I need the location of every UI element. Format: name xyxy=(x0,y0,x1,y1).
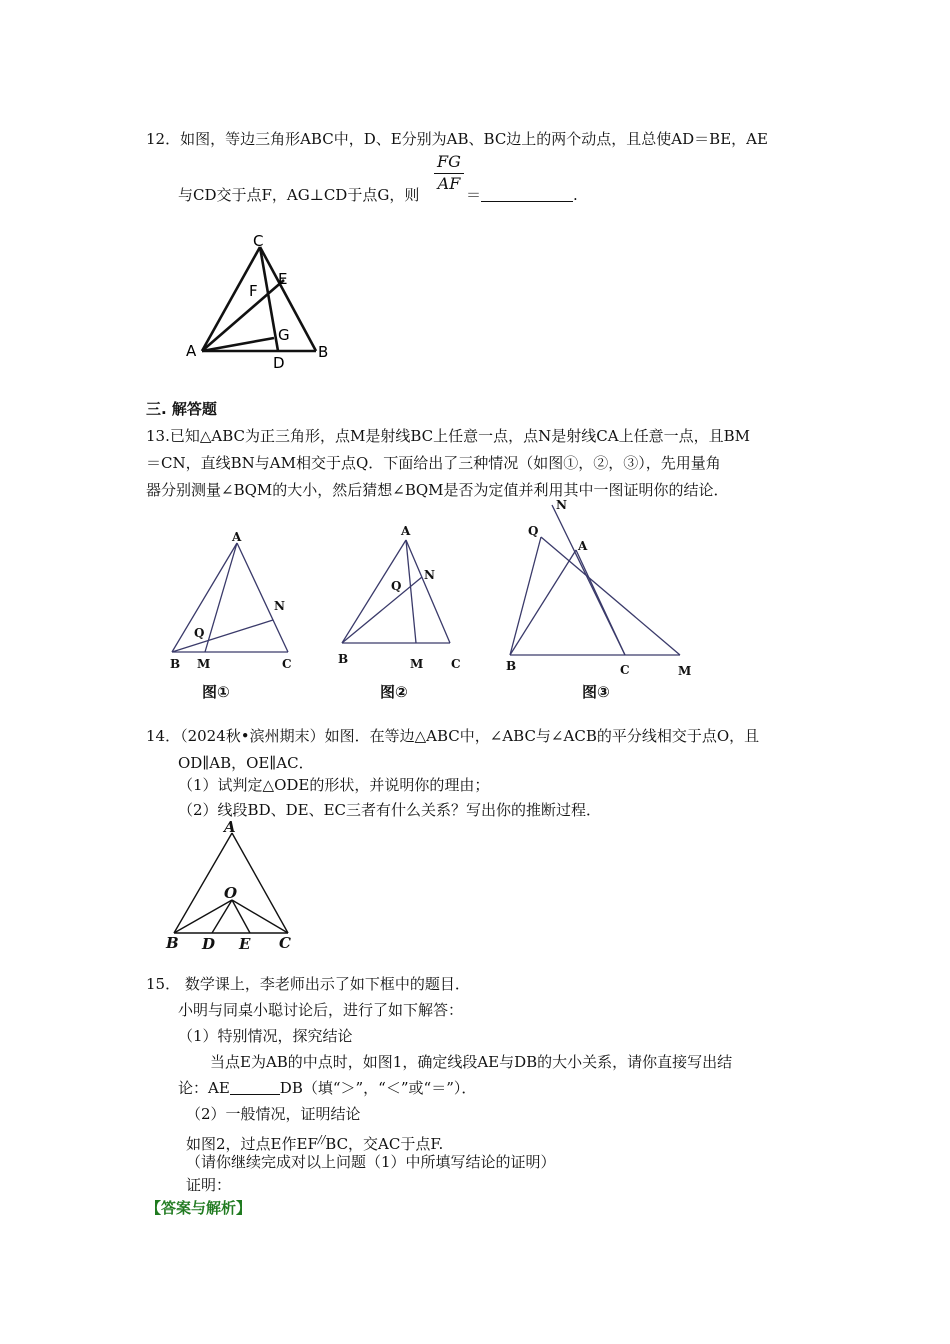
fig3-label-n: N xyxy=(556,498,567,512)
q12-label-f: F xyxy=(249,282,258,300)
fig3-label-c: C xyxy=(620,663,630,677)
q12-line2 xyxy=(178,184,419,206)
q14-line2: OD∥AB，OE∥AC． xyxy=(178,754,314,772)
fig2-label-q: Q xyxy=(391,579,402,593)
q12-fraction xyxy=(434,152,464,194)
q15-line7-start: 如图2，过点E作EF xyxy=(186,1135,318,1153)
fig1-segment-bn xyxy=(172,620,273,652)
fig2-label-c: C xyxy=(451,657,461,671)
fig2-label-n: N xyxy=(424,568,435,582)
parallel-symbol: // xyxy=(317,1133,326,1146)
q14-label-b: B xyxy=(166,934,179,952)
answer-blank xyxy=(481,187,573,202)
q12-label-a: A xyxy=(186,342,197,360)
q12-label-e: E xyxy=(278,270,288,288)
q13-line1: 13.已知△ABC为正三角形，点M是射线BC上任意一点，点N是射线CA上任意一点，且BM xyxy=(146,427,750,445)
q12-label-c: C xyxy=(253,232,264,250)
fig3-label-m: M xyxy=(678,664,692,678)
answer-section-title: 【答案与解析】 xyxy=(146,1199,252,1217)
fig1-caption: 图① xyxy=(202,683,230,701)
q13-line2: ＝CN，直线BN与AM相交于点Q．下面给出了三种情况（如图①，②，③），先用量角 xyxy=(146,454,721,472)
q15-line1: 15． 数学课上，李老师出示了如下框中的题目． xyxy=(146,975,470,993)
q12-figure xyxy=(180,230,340,375)
q12-answer-blank xyxy=(466,184,578,206)
q14-line4: （2）线段BD、DE、EC三者有什么关系？写出你的推断过程． xyxy=(178,801,601,819)
q12-line1: 12．如图，等边三角形ABC中，D、E分别为AB、BC边上的两个动点，且总使AD＝BE，AE xyxy=(146,130,768,148)
section-title: 三. 解答题 xyxy=(146,400,217,418)
q15-line4: 当点E为AB的中点时，如图1，确定线段AE与DB的大小关系，请你直接写出结 xyxy=(210,1053,733,1071)
q15-line5-start: 论：AE xyxy=(178,1079,230,1097)
fig1-side-ab xyxy=(172,543,237,652)
q15-line3: （1）特别情况，探究结论 xyxy=(178,1027,353,1045)
q12-period: . xyxy=(573,186,578,204)
q12-label-d: D xyxy=(273,354,285,372)
q14-label-c: C xyxy=(279,934,291,952)
q15-line8: （请你继续完成对以上问题（1）中所填写结论的证明） xyxy=(186,1153,556,1171)
fig2-segment-bn xyxy=(342,577,422,643)
fig1-label-a: A xyxy=(232,530,242,544)
q14-label-o: O xyxy=(224,884,238,902)
fig3-segment-ca-extended xyxy=(552,505,625,655)
q14-label-d: D xyxy=(202,935,216,953)
fig3-label-b: B xyxy=(506,659,517,673)
fig2-caption: 图② xyxy=(380,683,408,701)
q15-line2: 小明与同桌小聪讨论后，进行了如下解答： xyxy=(178,1001,464,1019)
fig1-side-ac xyxy=(237,543,288,652)
fig1-label-b: B xyxy=(170,657,181,671)
fig1-segment-am xyxy=(205,543,237,652)
q13-line3: 器分别测量∠BQM的大小，然后猜想∠BQM是否为定值并利用其中一图证明你的结论． xyxy=(146,481,729,499)
q12-label-b: B xyxy=(318,343,329,361)
q13-figures xyxy=(160,495,720,710)
answer-blank xyxy=(230,1080,280,1095)
fig1-label-q: Q xyxy=(194,626,205,640)
q15-line5-end: DB（填“＞”，“＜”或“＝”）． xyxy=(279,1079,477,1097)
q15-line9: 证明： xyxy=(186,1176,232,1194)
fig2-label-b: B xyxy=(338,652,349,666)
q14-line1: 14．（2024秋•滨州期末）如图．在等边△ABC中，∠ABC与∠ACB的平分线相交于点O，且 xyxy=(146,727,760,745)
q14-line3: （1）试判定△ODE的形状，并说明你的理由； xyxy=(178,776,490,794)
fraction-denominator: AF xyxy=(437,174,461,193)
q14-side-ab xyxy=(174,833,232,933)
fraction-numerator: FG xyxy=(434,152,464,174)
fig2-label-m: M xyxy=(410,657,424,671)
fig3-caption: 图③ xyxy=(582,683,610,701)
q14-segment-bo xyxy=(174,900,232,933)
fig2-segment-am xyxy=(406,540,416,643)
q14-label-e: E xyxy=(239,935,251,953)
q15-line6: （2）一般情况，证明结论 xyxy=(186,1105,361,1123)
fig1-label-m: M xyxy=(197,657,211,671)
q15-line5 xyxy=(178,1077,476,1099)
fig3-side-ab xyxy=(510,550,576,655)
fig2-label-a: A xyxy=(401,524,411,538)
fig2-side-ac xyxy=(406,540,450,643)
q12-label-g: G xyxy=(278,326,290,344)
q14-figure xyxy=(160,817,310,957)
q12-equals: ＝ xyxy=(466,186,482,204)
fig3-segment-mq xyxy=(541,537,680,655)
q15-line7-end: BC，交AC于点F. xyxy=(325,1135,444,1153)
q14-label-a: A xyxy=(224,818,236,836)
fig3-label-q: Q xyxy=(528,524,539,538)
q14-side-ac xyxy=(232,833,288,933)
fig3-segment-bq xyxy=(510,537,541,655)
q12-line2-text: 与CD交于点F，AG⊥CD于点G，则 xyxy=(178,186,420,204)
fig3-label-a: A xyxy=(578,539,588,553)
fig1-label-n: N xyxy=(274,599,285,613)
fig1-label-c: C xyxy=(282,657,292,671)
